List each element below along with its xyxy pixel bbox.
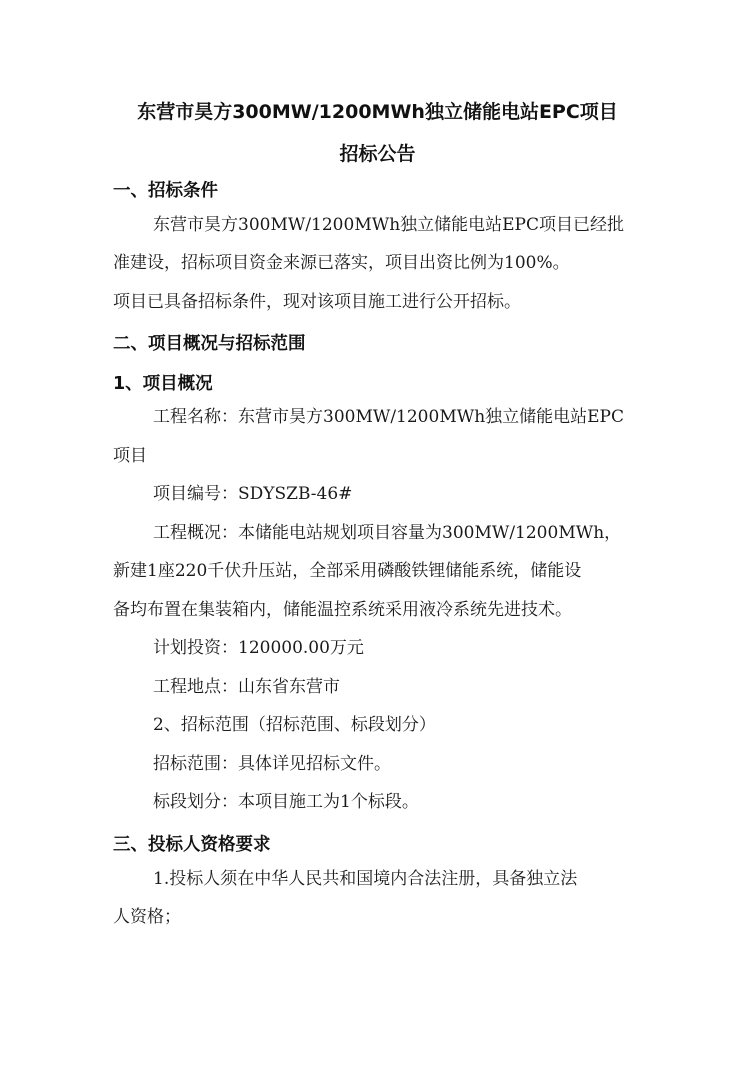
subheading-project-overview: 1、项目概况 xyxy=(113,374,213,394)
lot-division: 标段划分：本项目施工为1个标段。 xyxy=(153,792,419,812)
bidding-scope: 招标范围：具体详见招标文件。 xyxy=(153,754,391,774)
qualification-line: 1.投标人须在中华人民共和国境内合法注册，具备独立法 xyxy=(153,869,578,889)
document-title: 东营市昊方300MW/1200MWh独立储能电站EPC项目 xyxy=(137,101,618,123)
project-location: 工程地点：山东省东营市 xyxy=(153,677,340,697)
paragraph-line: 项目已具备招标条件，现对该项目施工进行公开招标。 xyxy=(113,292,521,312)
paragraph-line: 准建设，招标项目资金来源已落实，项目出资比例为100%。 xyxy=(113,253,570,273)
project-name-line: 工程名称：东营市昊方300MW/1200MWh独立储能电站EPC xyxy=(153,407,625,427)
subheading-bidding-scope: 2、招标范围（招标范围、标段划分） xyxy=(153,715,436,735)
overview-line: 新建1座220千伏升压站，全部采用磷酸铁锂储能系统，储能设 xyxy=(113,561,582,581)
project-name-line: 项目 xyxy=(113,446,147,466)
overview-line: 备均布置在集装箱内，储能温控系统采用液冷系统先进技术。 xyxy=(113,600,572,620)
planned-investment: 计划投资：120000.00万元 xyxy=(153,638,364,658)
section-heading-project-overview-scope: 二、项目概况与招标范围 xyxy=(113,334,306,354)
overview-line: 工程概况：本储能电站规划项目容量为300MW/1200MWh， xyxy=(153,523,622,543)
paragraph-line: 东营市昊方300MW/1200MWh独立储能电站EPC项目已经批 xyxy=(153,215,625,235)
section-heading-bidding-conditions: 一、招标条件 xyxy=(113,181,218,201)
section-heading-bidder-qualifications: 三、投标人资格要求 xyxy=(113,835,271,855)
qualification-line: 人资格； xyxy=(113,907,181,927)
document-subtitle: 招标公告 xyxy=(339,143,416,165)
project-code: 项目编号：SDYSZB-46# xyxy=(153,484,353,504)
